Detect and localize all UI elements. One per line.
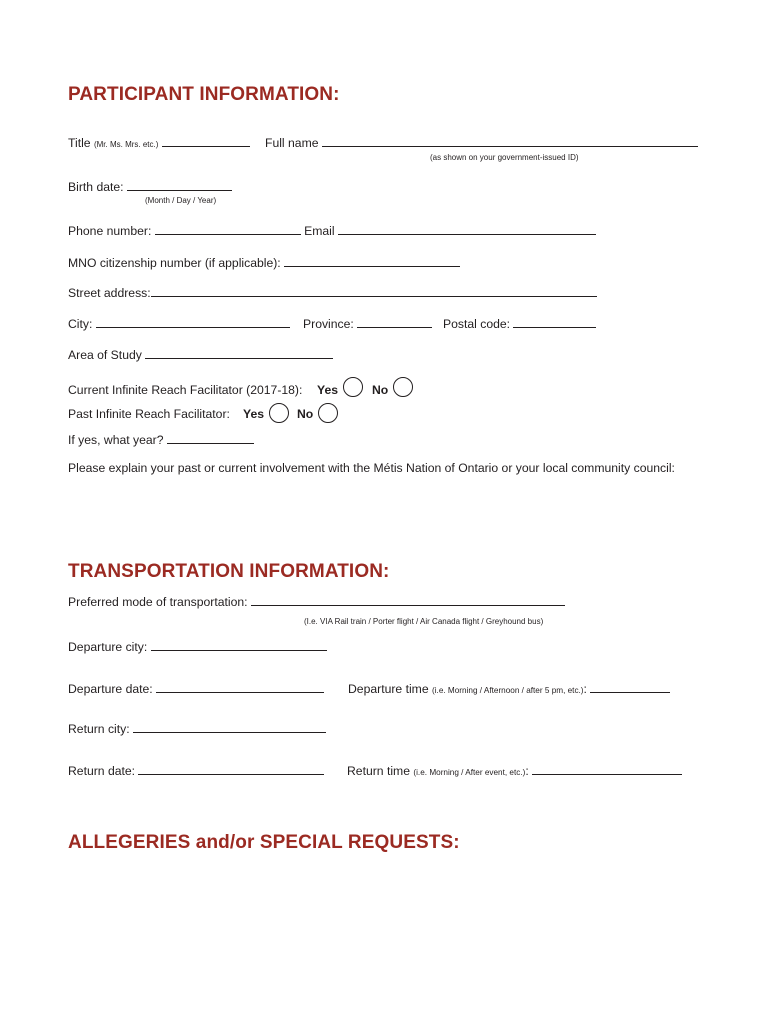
return-time-field[interactable]: [532, 764, 682, 775]
city-label: City:: [68, 317, 93, 331]
full-name-hint: (as shown on your government-issued ID): [430, 153, 579, 162]
year-label: If yes, what year?: [68, 433, 164, 447]
full-name-field[interactable]: [322, 136, 698, 147]
explain-answer-area[interactable]: [68, 480, 698, 550]
city-field[interactable]: [96, 317, 290, 328]
postal-label: Postal code:: [443, 317, 511, 331]
title-row: [68, 136, 250, 150]
transportation-heading: TRANSPORTATION INFORMATION:: [68, 561, 390, 582]
mode-row: [68, 595, 565, 609]
birth-date-label: Birth date:: [68, 180, 124, 194]
departure-date-label: Departure date:: [68, 682, 153, 696]
birth-date-hint: (Month / Day / Year): [145, 196, 217, 205]
street-label: Street address:: [68, 286, 151, 300]
title-field[interactable]: [162, 136, 250, 147]
title-hint: (Mr. Ms. Mrs. etc.): [93, 140, 159, 149]
current-yes-label: Yes: [317, 383, 339, 397]
mno-field[interactable]: [284, 256, 460, 267]
province-label: Province:: [303, 317, 354, 331]
area-label: Area of Study: [68, 348, 142, 362]
return-time-row: Return time (i.e. Morning / After event, etc.):: [347, 764, 682, 778]
email-label: Email: [304, 224, 335, 238]
past-yes-label: Yes: [243, 407, 265, 421]
full-name-row: [265, 136, 698, 150]
return-city-row: [68, 722, 326, 736]
province-field[interactable]: [357, 317, 432, 328]
street-row: [68, 286, 597, 300]
phone-email-row: [68, 224, 596, 238]
area-row: [68, 348, 333, 362]
departure-date-field[interactable]: [156, 682, 324, 693]
past-yes-option[interactable]: [269, 403, 289, 423]
mode-hint: (I.e. VIA Rail train / Porter flight / Air Canada flight / Greyhound bus): [304, 617, 544, 626]
return-time-label: Return time: [347, 764, 410, 778]
mno-label: MNO citizenship number (if applicable):: [68, 256, 281, 270]
postal-row: [443, 317, 596, 331]
participant-heading: PARTICIPANT INFORMATION:: [68, 84, 340, 105]
birth-date-row: [68, 180, 232, 194]
year-field[interactable]: [167, 433, 254, 444]
street-field[interactable]: [151, 286, 597, 297]
area-field[interactable]: [145, 348, 333, 359]
title-label: Title: [68, 136, 91, 150]
past-no-label: No: [297, 407, 314, 421]
return-city-field[interactable]: [133, 722, 326, 733]
birth-date-field[interactable]: [127, 180, 232, 191]
mno-row: [68, 256, 460, 270]
return-date-row: [68, 764, 324, 778]
return-time-hint: (i.e. Morning / After event, etc.): [413, 768, 526, 777]
departure-time-label: Departure time: [348, 682, 429, 696]
return-city-label: Return city:: [68, 722, 130, 736]
allergies-answer-area[interactable]: [68, 862, 698, 992]
return-date-label: Return date:: [68, 764, 136, 778]
allergies-heading: ALLEGERIES and/or SPECIAL REQUESTS:: [68, 832, 460, 853]
phone-field[interactable]: [155, 224, 301, 235]
departure-city-field[interactable]: [151, 640, 327, 651]
city-row: [68, 317, 290, 331]
postal-field[interactable]: [513, 317, 596, 328]
past-no-option[interactable]: [318, 403, 338, 423]
current-facilitator-label: Current Infinite Reach Facilitator (2017-18):: [68, 383, 303, 397]
province-row: [303, 317, 432, 331]
explain-label: Please explain your past or current involvement with the Métis Nation of Ontario or your local community council:: [68, 461, 675, 475]
departure-time-hint: (i.e. Morning / Afternoon / after 5 pm, etc.): [432, 686, 584, 695]
phone-label: Phone number:: [68, 224, 152, 238]
mode-field[interactable]: [251, 595, 565, 606]
past-facilitator-label: Past Infinite Reach Facilitator:: [68, 407, 230, 421]
return-date-field[interactable]: [138, 764, 324, 775]
departure-time-row: Departure time (i.e. Morning / Afternoon / after 5 pm, etc.):: [348, 682, 670, 696]
full-name-label: Full name: [265, 136, 319, 150]
current-no-label: No: [372, 383, 389, 397]
year-row: [68, 433, 254, 447]
current-yes-option[interactable]: [343, 377, 363, 397]
departure-time-field[interactable]: [590, 682, 670, 693]
email-field[interactable]: [338, 224, 596, 235]
departure-city-label: Departure city:: [68, 640, 148, 654]
current-no-option[interactable]: [393, 377, 413, 397]
departure-city-row: [68, 640, 327, 654]
departure-date-row: [68, 682, 324, 696]
mode-label: Preferred mode of transportation:: [68, 595, 248, 609]
